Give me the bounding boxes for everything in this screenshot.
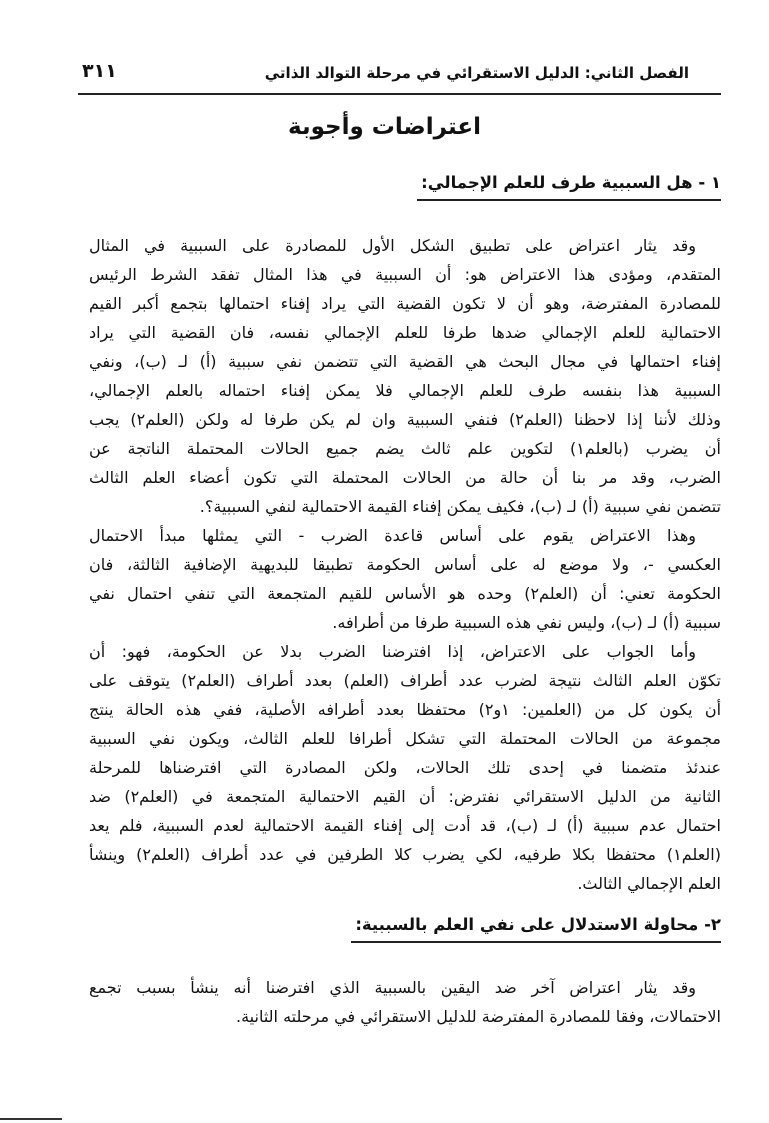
paragraph-line: تتضمن نفي سببية (أ) لـ (ب)، فكيف يمكن إفناء القيمة الاحتمالية لنفي السببية؟. <box>199 497 721 516</box>
paragraph-line: للمصادرة المفترضة، وهو أن لا تكون القضية التي يراد إفناء احتمالها بتجمع أكبر القيم <box>89 294 721 313</box>
paragraph-line: السببية هذا بنفسه طرف للعلم الإجمالي فلا يمكن إفناء احتماله بالعلم الإجمالي، <box>89 381 721 400</box>
paragraph <box>89 231 721 521</box>
paragraph-line: أن يكون كل من (العلمين: ١و٢) محتفظا بعدد أطرافه الأصلية، ففي هذه الحالة ينتج <box>89 700 722 719</box>
paragraph-line: العكسي -، ولا موضع له على أساس الحكومة تطبيقا للبديهية الإضافية الثالثة، فان <box>89 555 721 574</box>
subsection <box>89 912 721 1031</box>
paragraph-line: مجموعة من الحالات المحتملة التي تشكل أطرافا للعلم الثالث، ويكون نفي السببية <box>89 729 721 748</box>
subsection <box>89 170 721 898</box>
paragraph-line: أن يضرب (بالعلم١) لتكوين علم ثالث يضم جميع الحالات المحتملة الناتجة عن <box>89 439 721 458</box>
paragraph-line: وذلك لأننا إذا لاحظنا (العلم٢) فنفي السببية وان لم يكن طرفا له ولكن (العلم٢) يجب <box>89 410 722 429</box>
paragraph-line: الاحتمالات، وفقا للمصادرة المفترضة للدليل الاستقرائي في مرحلته الثانية. <box>236 1007 721 1026</box>
paragraph-line: الضرب، وقد مر بنا أن حالة من الحالات المحتملة التي تكون أعضاء العلم الثالث <box>89 468 721 487</box>
paragraph-line: احتمال عدم سببية (أ) لـ (ب)، قد أدت إلى إفناء القيمة الاحتمالية لعدم السببية، فلم يعد <box>89 816 721 835</box>
paragraph-line: وقد يثار اعتراض على تطبيق الشكل الأول للمصادرة على السببية في المثال <box>89 236 696 255</box>
running-header-chapter-title: الفصل الثاني: الدليل الاستقرائي في مرحلة التوالد الذاتي <box>264 64 689 82</box>
subsection-heading: ١ - هل السببية طرف للعلم الإجمالي: <box>417 170 721 201</box>
subsection-heading-row <box>89 170 721 201</box>
footnote-divider <box>0 1118 62 1120</box>
paragraph-line: (العلم١) محتفظا بكلا طرفيه، لكي يضرب كلا الطرفين في عدد أطراف (العلم٢) وينشأ <box>89 845 721 864</box>
paragraph-line: إفناء احتمالها في مجال البحث هي القضية التي تتضمن نفي سببية (أ) لـ (ب)، ونفي <box>89 352 721 371</box>
section-title: اعتراضات وأجوبة <box>288 114 481 140</box>
paragraph <box>89 521 721 637</box>
paragraph-line: الاحتمالية للعلم الإجمالي ضدها طرفا للعلم الإجمالي نفسه، فان القضية التي يراد <box>89 323 721 342</box>
paragraph-line: تكوّن العلم الثالث نتيجة لضرب عدد أطراف (العلم) بعدد أطراف (العلم٢) يتوقف على <box>89 671 722 690</box>
paragraph-line: وهذا الاعتراض يقوم على أساس قاعدة الضرب - التي يمثلها مبدأ الاحتمال <box>89 526 696 545</box>
header-divider <box>78 93 721 95</box>
paragraph-line: سببية (أ) لـ (ب)، وليس نفي هذه السببية طرفا من أطرافه. <box>332 613 721 632</box>
paragraph-line: العلم الإجمالي الثالث. <box>577 874 721 893</box>
paragraph-line: وأما الجواب على الاعتراض، إذا افترضنا الضرب بدلا عن الحكومة، فهو: أن <box>89 642 696 661</box>
paragraph-line: الثانية من الدليل الاستقرائي نفترض: أن القيم الاحتمالية المتجمعة في (العلم٢) ضد <box>89 787 721 806</box>
subsection-heading-row <box>89 912 721 943</box>
paragraph-line: المتقدم، ومؤدى هذا الاعتراض هو: أن السببية في هذا المثال تفقد الشرط الرئيس <box>89 265 721 284</box>
page-number: ٣١١ <box>82 60 117 82</box>
subsection-heading: ٢- محاولة الاستدلال على نفي العلم بالسببية: <box>351 912 721 943</box>
paragraph <box>89 637 721 898</box>
page-body <box>89 170 721 1031</box>
paragraph-line: وقد يثار اعتراض آخر ضد اليقين بالسببية الذي افترضنا أنه ينشأ بسبب تجمع <box>89 978 696 997</box>
paragraph <box>89 973 721 1031</box>
paragraph-line: الحكومة تعني: أن (العلم٢) وحده هو الأساس للقيم المتجمعة التي تنفي احتمال نفي <box>89 584 721 603</box>
paragraph-line: عندئذ متضمنا في إحدى تلك الحالات، ولكن المصادرة التي افترضناها للمرحلة <box>89 758 721 777</box>
